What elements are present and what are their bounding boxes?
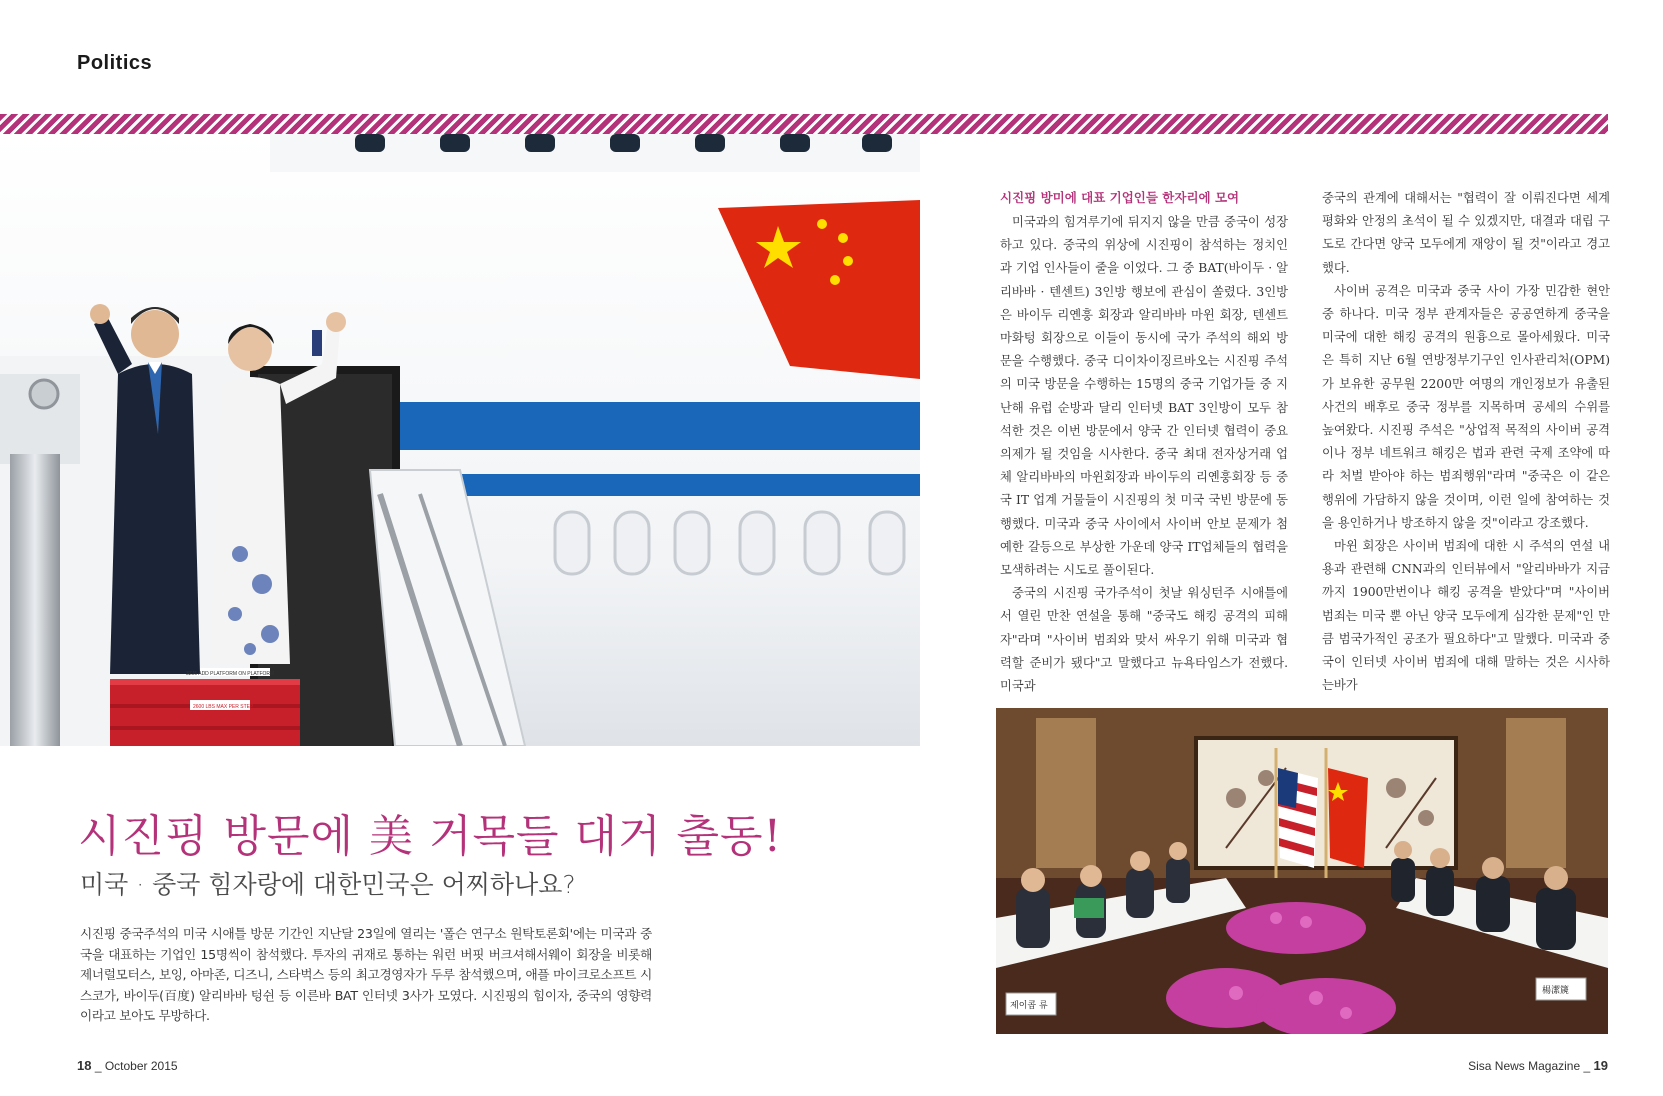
- article-column-1: [1000, 187, 1288, 698]
- right-magazine-name: Sisa News Magazine: [1468, 1059, 1581, 1073]
- nameplate-right: 楊潔篪: [1542, 986, 1570, 996]
- column-2-paragraph-1: 중국의 관계에 대해서는 "협력이 잘 이뤄진다면 세계 평화와 안정의 초석이 될 수 있겠지만, 대결과 대립 구도로 간다면 양국 모두에게 재앙이 될 것"이라고 경고했다.: [1322, 191, 1610, 275]
- folio-left: 18 _ October 2015: [77, 1058, 178, 1073]
- column-2-paragraph-2: 사이버 공격은 미국과 중국 사이 가장 민감한 현안 중 하나다. 미국 정부 관계자들은 공공연하게 중국을 미국에 대한 해킹 공격의 원흉으로 몰아세웠다. 미국은 특히 지난 6월 연방정부기구인 인사관리처(OPM)가 보유한 공무원 2200만 여명의 개인정보가 유출된 사건의 배후로 중국 정부를 지목하며 공세의 수위를 높여왔다. 시진핑 주석은 "상업적 목적의 사이버 공격이나 정부 네트워크 해킹은 법과 관련 국제 조약에 따라 처벌 받아야 하는 범죄행위"라며 "중국은 이 같은 행위에 가담하지 않을 것이며, 이런 일에 참여하는 것을 용인하거나 방조하지 않을 것"이라고 강조했다.: [1322, 283, 1610, 530]
- column-1-paragraph-2: 중국의 시진핑 국가주석이 첫날 워싱턴주 시애틀에서 열린 만찬 연설을 통해 "중국도 해킹 공격의 피해자"라며 "사이버 범죄와 맞서 싸우기 위해 미국과 협력할 준비가 됐다"고 말했다고 뉴욕타임스가 전했다. 미국과: [1000, 586, 1288, 694]
- article-subtitle: 미국 · 중국 힘자랑에 대한민국은 어찌하나요?: [80, 870, 576, 899]
- right-page-number: 19: [1593, 1058, 1608, 1073]
- meeting-photo: [996, 708, 1608, 1034]
- hero-photo: [0, 134, 920, 746]
- article-headline: 시진핑 방문에 美 거목들 대거 출동!: [78, 811, 783, 862]
- us-flag: [1278, 768, 1318, 868]
- section-label: Politics: [77, 52, 153, 74]
- left-page-number: 18: [77, 1058, 92, 1073]
- column-2-paragraph-3: 마윈 회장은 사이버 범죄에 대한 시 주석의 연설 내용과 관련해 CNN과의 인터뷰에서 "알리바바가 지금까지 1900만번이나 해킹 공격을 받았다"며 "사이버 범죄는 미국 뿐 아닌 양국 모두에게 심각한 문제"인 만큼 범국가적인 공조가 필요하다"고 말했다. 미국과 중국이 인터넷 사이버 범죄에 대해 말하는 것은 시사하는바가: [1322, 539, 1610, 693]
- stair-sign-bottom: 2600 LBS MAX PER STEP: [193, 704, 254, 710]
- column-1-paragraph-1: 미국과의 힘겨루기에 뒤지지 않을 만큼 중국이 성장하고 있다. 중국의 위상에 시진핑이 참석하는 정치인과 기업 인사들이 줄을 이었다. 그 중 BAT(바이두 · 알리바바 · 텐센트) 3인방 행보에 관심이 쏠렸다. 3인방은 바이두 리옌훙 회장과 알리바바 마윈 회장, 텐센트 마화텅 회장으로 이들이 동시에 국가 주석의 해외 방문을 수행했다. 중국 디이차이징르바오는 시진핑 주석의 미국 방문을 수행하는 15명의 중국 기업가들 중 지난해 유럽 순방과 달리 인터넷 BAT 3인방이 모두 참석한 것은 이번 방문에서 양국 간 인터넷 협력이 중요 의제가 될 것임을 시사한다. 중국 최대 전자상거래 업체 알리바바의 마윈회장과 바이두의 리옌훙회장 등 중국 IT 업계 거물들이 시진핑의 첫 미국 국빈 방문에 동행했다. 미국과 중국 사이에서 사이버 안보 문제가 첨예한 갈등으로 부상한 가운데 양국 IT업체들의 협력을 모색하려는 시도로 풀이된다.: [1000, 215, 1288, 578]
- article-lede: 시진핑 중국주석의 미국 시애틀 방문 기간인 지난달 23일에 열리는 '폴슨 연구소 원탁토론회'에는 미국과 중국을 대표하는 기업인 15명씩이 참석했다. 투자의 귀재로 통하는 워런 버핏 버크셔해서웨이 회장을 비롯해 제너럴모터스, 보잉, 아마존, 디즈니, 스타벅스 등의 최고경영자가 두루 참석했으며, 애플 마이크로소프트 시스코가, 바이두(百度) 알리바바 텅쉰 등 이른바 BAT 인터넷 3사가 모였다. 시진핑의 힘이자, 중국의 영향력이라고 보아도 무방하다.: [80, 926, 652, 1023]
- stair-sign-top: 3ZJ5 ADD PLATFORM ON PLATFORM: [186, 671, 275, 677]
- nameplate-left: 제이콥 류: [1010, 1001, 1048, 1011]
- article-column-2: [1322, 187, 1610, 697]
- china-flag-meeting: [1328, 768, 1368, 868]
- decorative-stripe-bar: [0, 114, 1608, 134]
- left-issue-date: October 2015: [104, 1059, 178, 1073]
- article-subhead: 시진핑 방미에 대표 기업인들 한자리에 모여: [1000, 190, 1240, 205]
- folio-right: Sisa News Magazine _ 19: [1468, 1058, 1608, 1073]
